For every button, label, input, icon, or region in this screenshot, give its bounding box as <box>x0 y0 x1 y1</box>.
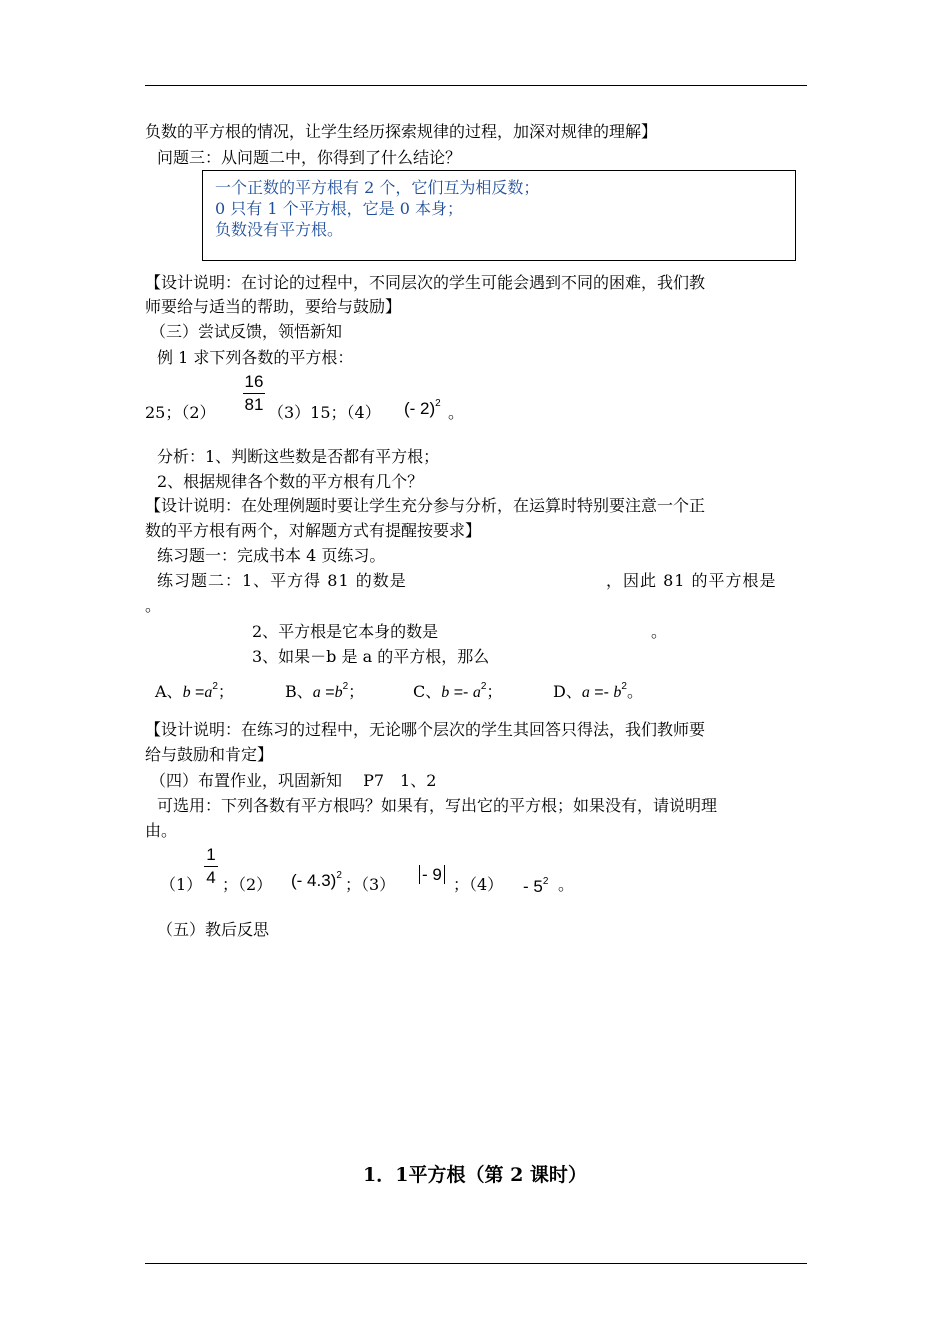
option-d <box>553 675 643 705</box>
expression-exponent: 2 <box>336 870 342 881</box>
practice-one: 练习题一：完成书本 4 页练习。 <box>157 546 386 565</box>
analysis-2: 2、根据规律各个数的平方根有几个？ <box>157 472 424 491</box>
option-c-end: ； <box>486 682 503 701</box>
conclusion-box <box>202 170 796 261</box>
option-b-rhs: b <box>334 684 343 701</box>
fraction-bar <box>243 393 265 394</box>
expression-neg-5-squared <box>523 870 548 899</box>
option-b <box>285 675 364 705</box>
fraction-numerator: 1 <box>206 845 216 864</box>
fraction-16-81 <box>243 372 265 415</box>
fraction-bar <box>204 866 218 867</box>
example-item-1-2: 25；（2） <box>145 403 216 422</box>
conclusion-line-3: 负数没有平方根。 <box>215 220 344 239</box>
practice-two-item-2-end: 。 <box>651 622 668 641</box>
section-five-heading: （五）教后反思 <box>157 920 270 939</box>
example-end: 。 <box>448 403 465 422</box>
paragraph-line: 负数的平方根的情况，让学生经历探索规律的过程，加深对规律的理解】 <box>145 122 658 141</box>
practice-two-item-2: 2、平方根是它本身的数是 <box>252 622 439 641</box>
design-note-1-line-2: 师要给与适当的帮助，要给与鼓励】 <box>145 297 402 316</box>
header-rule <box>145 85 807 86</box>
example-one: 例 1 求下列各数的平方根： <box>157 348 354 367</box>
option-a-exp: 2 <box>212 681 218 692</box>
design-note-2-line-2: 数的平方根有两个，对解题方式有提醒按要求】 <box>145 521 482 540</box>
expression-neg-4-3-squared <box>291 864 342 893</box>
option-c-exp: 2 <box>480 681 487 692</box>
option-d-label: D、 <box>553 682 582 701</box>
option-a-end: ； <box>217 682 234 701</box>
option-c-label: C、 <box>413 682 442 701</box>
optional-line-2: 由。 <box>145 821 178 840</box>
option-a <box>155 675 234 705</box>
section-four-heading: （四）布置作业，巩固新知 P7 1、2 <box>150 771 437 790</box>
practice-two-start: 练习题二：1、平方得 81 的数是 <box>157 571 407 590</box>
expression-exponent: 2 <box>542 876 549 887</box>
conclusion-line-2: 0 只有 1 个平方根，它是 0 本身； <box>215 199 463 218</box>
option-a-eq: = <box>190 684 205 701</box>
option-b-label: B、 <box>285 682 313 701</box>
expression-base: (- 2) <box>404 399 436 418</box>
analysis-1: 分析：1、判断这些数是否都有平方根； <box>157 447 440 466</box>
fraction-1-4 <box>204 845 218 888</box>
expression-base: - 5 <box>523 877 543 896</box>
option-d-end: 。 <box>626 682 643 701</box>
option-b-exp: 2 <box>342 681 349 692</box>
practice-two-middle: ，因此 81 的平方根是 <box>606 571 777 590</box>
option-a-lhs: b <box>182 684 191 701</box>
fraction-denominator: 4 <box>206 868 216 887</box>
option-b-lhs: a <box>312 684 321 701</box>
practice-two-end: 。 <box>145 596 162 615</box>
design-note-1-line-1: 【设计说明：在讨论的过程中，不同层次的学生可能会遇到不同的困难，我们教 <box>145 273 706 292</box>
option-c-eq: =- <box>449 684 473 701</box>
homework-item-4: ；（4） <box>453 875 504 894</box>
option-a-label: A、 <box>155 682 183 701</box>
option-d-rhs: b <box>613 684 622 701</box>
fraction-denominator: 81 <box>244 395 264 414</box>
homework-item-1: （1） <box>160 875 203 894</box>
design-note-2-line-1: 【设计说明：在处理例题时要让学生充分参与分析，在运算时特别要注意一个正 <box>145 496 706 515</box>
expression-base: (- 4.3) <box>291 871 337 890</box>
question-three: 问题三：从问题二中，你得到了什么结论？ <box>157 148 462 167</box>
homework-end: 。 <box>558 875 575 894</box>
option-c <box>413 675 502 705</box>
expression-exponent: 2 <box>435 398 441 409</box>
footer-rule <box>145 1263 807 1264</box>
example-item-3-4: （3）15；（4） <box>268 403 381 422</box>
option-d-exp: 2 <box>621 681 627 692</box>
design-note-3-line-2: 给与鼓励和肯定】 <box>145 745 274 764</box>
design-note-3-line-1: 【设计说明：在练习的过程中，无论哪个层次的学生其回答只得法，我们教师要 <box>145 720 706 739</box>
conclusion-line-1: 一个正数的平方根有 2 个，它们互为相反数； <box>215 178 540 197</box>
expression-neg-2-squared <box>404 392 441 421</box>
option-b-end: ； <box>348 682 365 701</box>
option-c-rhs: a <box>472 684 481 701</box>
practice-two-item-3: 3、如果－b 是 a 的平方根，那么 <box>252 647 490 666</box>
homework-item-2: ；（2） <box>222 875 273 894</box>
option-a-rhs: a <box>204 684 213 701</box>
option-c-lhs: b <box>441 684 450 701</box>
section-three-heading: （三）尝试反馈，领悟新知 <box>150 322 343 341</box>
fraction-numerator: 16 <box>244 372 264 391</box>
option-d-lhs: a <box>581 684 590 701</box>
option-d-eq: =- <box>589 684 614 701</box>
lesson-title: 1．1平方根（第 2 课时） <box>363 1164 587 1186</box>
homework-item-3: ；（3） <box>345 875 396 894</box>
optional-line-1: 可选用：下列各数有平方根吗？如果有，写出它的平方根；如果没有，请说明理 <box>157 796 718 815</box>
absolute-value-content: - 9 <box>419 865 445 884</box>
absolute-value-neg-9 <box>419 863 445 887</box>
option-b-eq: = <box>320 684 335 701</box>
